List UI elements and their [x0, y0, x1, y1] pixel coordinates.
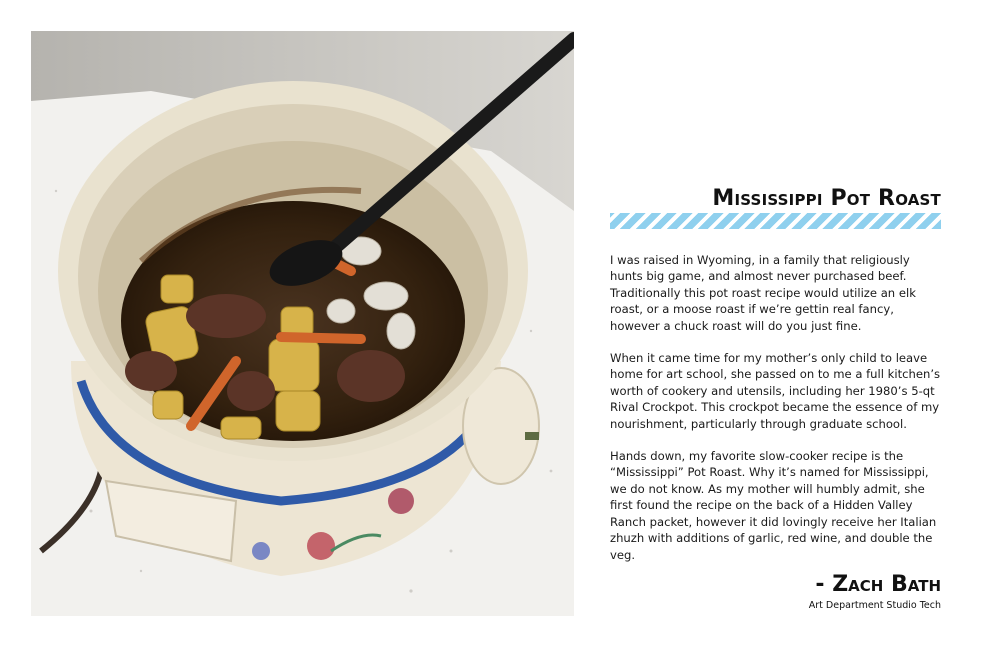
author-role: Art Department Studio Tech — [808, 600, 941, 611]
crockpot-photo — [31, 31, 574, 616]
title-stripe-divider — [610, 213, 941, 229]
paragraph-crockpot: When it came time for my mother’s only child to leave home for art school, she passed on to me a full kitchen’s worth of cookery and utensils, including her 1980’s 5-qt Rival Crockpot. This crockpot became the essence of my nourishment, particularly through graduate school. — [610, 351, 941, 431]
author-name: - Zach Bath — [815, 572, 941, 597]
crockpot-illustration — [31, 31, 574, 616]
paragraph-recipe: Hands down, my favorite slow-cooker recipe is the “Mississippi” Pot Roast. Why it’s named for Mississippi, we do not know. As my mother will humbly admit, she first found the recipe on the back of a Hidden Valley Ranch packet, however it did lovingly receive her Italian zhuzh with additions of garlic, red wine, and double the veg. — [610, 449, 937, 562]
article-title: Mississippi Pot Roast — [712, 186, 941, 211]
paragraph-intro: I was raised in Wyoming, in a family that religiously hunts big game, and almost never purchased beef. Traditionally this pot roast recipe would utilize an elk roast, or a moose roast if we’re gettin real fancy, however a chuck roast will do you just fine. — [610, 253, 916, 333]
article-body — [610, 252, 945, 579]
